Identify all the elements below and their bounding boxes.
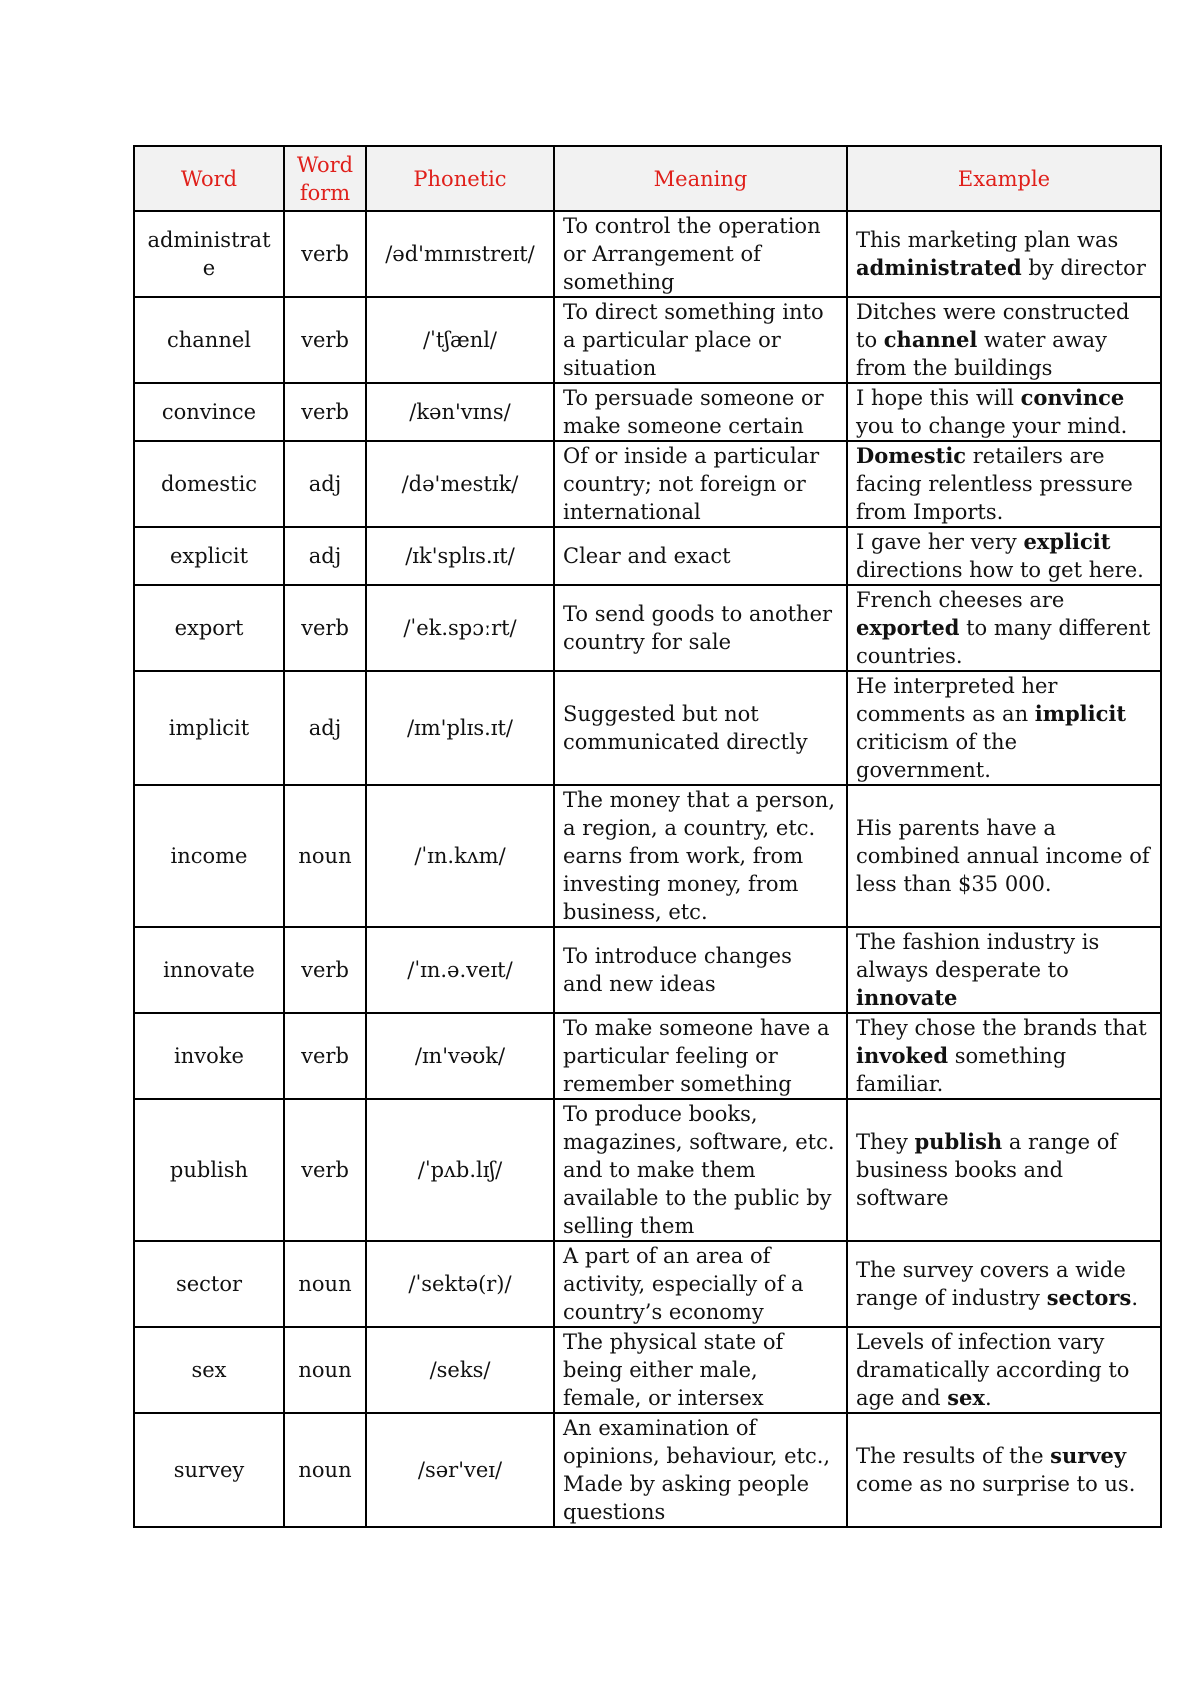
table-row [134,441,1161,527]
word-form-cell: verb [284,1013,366,1099]
meaning-cell: To direct something into a particular place or situation [554,297,847,383]
phonetic-cell: /kən'vɪns/ [366,383,554,441]
word-cell: domestic [134,441,284,527]
example-text-before: This marketing plan was [856,228,1119,252]
vocabulary-table [133,145,1162,1528]
table-row [134,585,1161,671]
table-body [134,211,1161,1527]
header-meaning: Meaning [554,146,847,211]
example-text-before: The fashion industry is always desperate to [856,930,1100,982]
example-text-after: . [984,1386,992,1410]
example-cell [847,1099,1161,1241]
word-cell: sector [134,1241,284,1327]
meaning-cell: To make someone have a particular feeling or remember something [554,1013,847,1099]
word-cell: channel [134,297,284,383]
table-row [134,297,1161,383]
word-form-cell: adj [284,527,366,585]
word-cell: income [134,785,284,927]
example-text-after: . [1131,1286,1138,1310]
word-form-cell: verb [284,927,366,1013]
phonetic-cell: /ˈɪn.kʌm/ [366,785,554,927]
meaning-cell: To introduce changes and new ideas [554,927,847,1013]
word-cell: implicit [134,671,284,785]
phonetic-cell: /ɪm'plɪs.ɪt/ [366,671,554,785]
example-text-after: come as no surprise to us. [856,1472,1136,1496]
example-text-after: to many different countries. [856,616,1151,668]
word-form-cell: noun [284,1413,366,1527]
meaning-cell: Clear and exact [554,527,847,585]
meaning-cell: To control the operation or Arrangement of something [554,211,847,297]
word-cell: administrate [134,211,284,297]
meaning-cell: The money that a person, a region, a country, etc. earns from work, from investing money, from business, etc. [554,785,847,927]
meaning-cell: A part of an area of activity, especially of a country’s economy [554,1241,847,1327]
table-row [134,927,1161,1013]
table-row [134,1099,1161,1241]
phonetic-cell: /sər'veɪ/ [366,1413,554,1527]
word-cell: sex [134,1327,284,1413]
example-cell [847,441,1161,527]
word-form-cell: noun [284,1327,366,1413]
meaning-cell: To persuade someone or make someone certain [554,383,847,441]
table-row [134,785,1161,927]
header-word: Word [134,146,284,211]
word-form-cell: adj [284,441,366,527]
word-form-cell: verb [284,383,366,441]
meaning-cell: The physical state of being either male, female, or intersex [554,1327,847,1413]
word-form-cell: noun [284,785,366,927]
example-cell [847,585,1161,671]
example-cell [847,1413,1161,1527]
example-cell [847,527,1161,585]
phonetic-cell: /ɪn'vəʊk/ [366,1013,554,1099]
word-form-cell: verb [284,1099,366,1241]
meaning-cell: To send goods to another country for sale [554,585,847,671]
example-text-before: French cheeses are [856,588,1065,612]
example-cell [847,383,1161,441]
example-cell [847,211,1161,297]
example-highlight-word: invoked [856,1043,949,1068]
table-row [134,527,1161,585]
phonetic-cell: /ɪk'splɪs.ɪt/ [366,527,554,585]
word-cell: convince [134,383,284,441]
example-highlight-word: explicit [1023,529,1111,554]
example-text-before: Levels of infection vary dramatically according to age and [856,1330,1130,1410]
table-row [134,211,1161,297]
example-text-before: I hope this will [856,386,1021,410]
example-text-after: water away from the buildings [856,328,1107,380]
example-cell [847,1327,1161,1413]
word-form-cell: verb [284,585,366,671]
example-text-before: They chose the brands that [856,1016,1147,1040]
table-row [134,1413,1161,1527]
example-highlight-word: channel [883,327,978,352]
header-example: Example [847,146,1161,211]
word-form-cell: adj [284,671,366,785]
word-cell: innovate [134,927,284,1013]
phonetic-cell: /ˈɪn.ə.veɪt/ [366,927,554,1013]
word-cell: export [134,585,284,671]
phonetic-cell: /əd'mɪnɪstreɪt/ [366,211,554,297]
example-highlight-word: implicit [1034,701,1127,726]
example-text-before: They [856,1130,915,1154]
example-text-before: I gave her very [856,530,1024,554]
example-text-after: directions how to get here. [856,558,1144,582]
example-text-after: you to change your mind. [856,414,1128,438]
example-cell [847,1241,1161,1327]
word-cell: publish [134,1099,284,1241]
example-cell [847,927,1161,1013]
phonetic-cell: /ˈsektə(r)/ [366,1241,554,1327]
example-highlight-word: survey [1050,1443,1127,1468]
example-text-after: something familiar. [856,1044,1067,1096]
example-text-after: by director [1021,256,1146,280]
example-text-before: The results of the [856,1444,1051,1468]
meaning-cell: Of or inside a particular country; not foreign or international [554,441,847,527]
header-row [134,146,1161,211]
example-text-before: He interpreted her comments as an [856,674,1058,726]
table-row [134,1327,1161,1413]
example-highlight-word: publish [914,1129,1003,1154]
phonetic-cell: /ˈtʃænl/ [366,297,554,383]
example-cell [847,785,1161,927]
word-form-cell: verb [284,211,366,297]
example-cell [847,671,1161,785]
meaning-cell: Suggested but not communicated directly [554,671,847,785]
phonetic-cell: /seks/ [366,1327,554,1413]
word-cell: survey [134,1413,284,1527]
example-highlight-word: innovate [856,985,958,1010]
word-cell: invoke [134,1013,284,1099]
table-row [134,671,1161,785]
example-text-before: His parents have a combined annual income of less than $35 000. [856,816,1150,896]
example-text-after: a range of business books and software [856,1130,1118,1210]
phonetic-cell: /ˈek.spɔːrt/ [366,585,554,671]
table-row [134,1241,1161,1327]
word-form-cell: noun [284,1241,366,1327]
example-highlight-word: Domestic [856,443,967,468]
word-cell: explicit [134,527,284,585]
table-row [134,383,1161,441]
header-word-form: Word form [284,146,366,211]
example-text-before: Ditches were constructed to [856,300,1130,352]
example-cell [847,1013,1161,1099]
example-highlight-word: sectors [1046,1285,1132,1310]
example-highlight-word: sex [947,1385,985,1410]
example-highlight-word: convince [1020,385,1125,410]
example-text-after: retailers are facing relentless pressure from Imports. [856,444,1133,524]
example-highlight-word: exported [856,615,960,640]
example-cell [847,297,1161,383]
meaning-cell: To produce books, magazines, software, etc. and to make them available to the public by selling them [554,1099,847,1241]
header-phonetic: Phonetic [366,146,554,211]
example-text-after: criticism of the government. [856,730,1017,782]
word-form-cell: verb [284,297,366,383]
table-row [134,1013,1161,1099]
meaning-cell: An examination of opinions, behaviour, etc., Made by asking people questions [554,1413,847,1527]
example-highlight-word: administrated [856,255,1022,280]
phonetic-cell: /ˈpʌb.lɪʃ/ [366,1099,554,1241]
example-text-before: The survey covers a wide range of industry [856,1258,1126,1310]
phonetic-cell: /də'mestɪk/ [366,441,554,527]
